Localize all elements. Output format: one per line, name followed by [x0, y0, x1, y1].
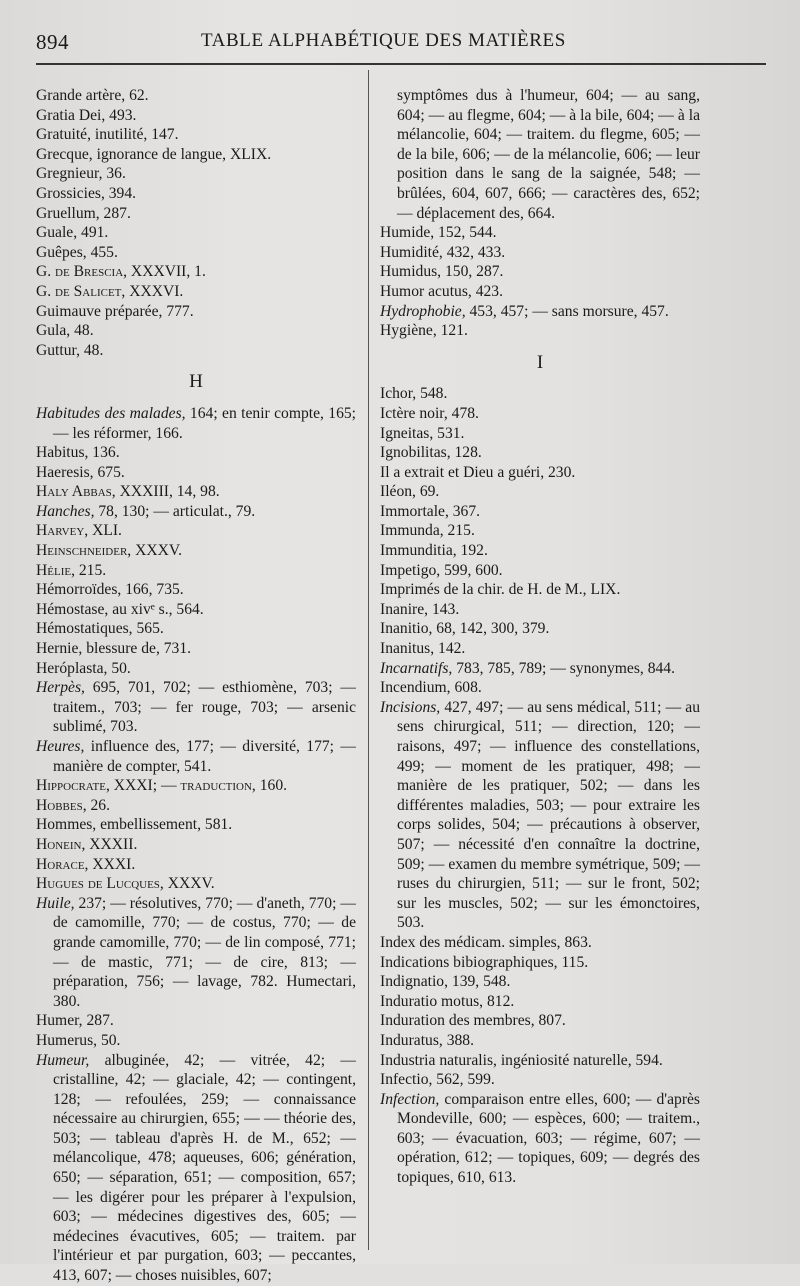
index-entry: Index des médicam. simples, 863.	[380, 933, 592, 951]
page-number: 894	[36, 30, 69, 54]
index-entry: Gratuité, inutilité, 147.	[36, 126, 179, 144]
entry-headword: Infection,	[380, 1090, 440, 1108]
index-entry: Induratio motus, 812.	[380, 992, 515, 1010]
index-entry	[36, 737, 356, 776]
index-entry: Gratia Dei, 493.	[36, 106, 137, 124]
index-entry: Indignatio, 139, 548.	[380, 973, 511, 991]
index-entry: Iléon, 69.	[380, 483, 440, 501]
index-entry	[36, 894, 356, 1012]
index-entry: Honein, XXXII.	[36, 835, 138, 853]
index-entry: Inanitio, 68, 142, 300, 379.	[380, 620, 550, 638]
index-entry	[380, 659, 700, 679]
section-letter: I	[536, 351, 544, 373]
entry-headword: Herpès,	[36, 679, 85, 697]
index-entry: Grossicies, 394.	[36, 184, 137, 202]
entry-references: 695, 701, 702; — esthiomène, 703; — traitem., 703; — fer rouge, 703; — arsenic sublimé, 703.	[53, 679, 356, 736]
index-entry: Humidité, 432, 433.	[380, 243, 506, 261]
entry-references: 78, 130; — articulat., 79.	[94, 502, 256, 520]
index-entry: Gregnieur, 36.	[36, 165, 126, 183]
index-entry: symptômes dus à l'humeur, 604; — au sang, 604; — au flegme, 604; — à la bile, 604; — à la mélancolie, 604; — traitem. du flegme, 605; — de la bile, 606; — de la mélancolie, 606; — leur position dans le sang de la saignée, 548; — brûlées, 604, 607, 666; — caractères des, 652; — déplacement des, 664.	[397, 87, 700, 222]
entry-references: albuginée, 42; — vitrée, 42; — cristalline, 42; — glaciale, 42; — contingent, 128; — refoulées, 259; — connaissance nécessaire au chirurgien, 655; — — théorie des, 503; — tableau d'après H. de M., 652; — mélancolique, 478; aqueuses, 606; génération, 650; — séparation, 651; — composition, 657; — les digérer pour les préparer à l'expulsion, 603; — médecines digestives des, 605; — médecines évacutives, 605; — traitem. par l'intérieur et par purgation, 603; — peccantes, 413, 607; — choses nuisibles, 607;	[53, 1051, 356, 1285]
index-entry: Gruellum, 287.	[36, 204, 131, 222]
index-entry	[36, 678, 356, 737]
index-entry: Hippocrate, XXXI; — traduction, 160.	[36, 777, 288, 795]
index-entry	[380, 698, 700, 933]
index-entry	[380, 1090, 700, 1188]
index-entry: Hémorroïdes, 166, 735.	[36, 581, 184, 599]
entry-references: 427, 497; — au sens médical, 511; — au sens chirurgical, 511; — direction, 120; — raisons, 497; — influence des constellations, 499; — moment de les pratiquer, 498; — manière de les pratiquer, 502; — dans les différentes maladies, 503; — pour extraire les corps solides, 504; — précautions à observer, 507; — nécessité d'en connaître la doctrine, 509; — examen du membre symétrique, 509; — ruses du chirurgien, 511; — sur le front, 502; sur les muscles, 502; — sur les émonctoires, 503.	[397, 698, 700, 932]
index-entry	[36, 404, 356, 443]
index-entry: Hygiène, 121.	[380, 322, 468, 340]
section-letter: H	[189, 371, 203, 393]
entry-headword: Hanches,	[36, 502, 95, 520]
index-entry: Immunda, 215.	[380, 522, 475, 540]
index-entry: Inanire, 143.	[380, 600, 460, 618]
entry-references: 453, 457; — sans morsure, 457.	[465, 302, 669, 320]
index-entry: Habitus, 136.	[36, 444, 120, 462]
index-entry: Ignobilitas, 128.	[380, 444, 482, 462]
index-entry: Haeresis, 675.	[36, 463, 125, 481]
index-entry	[36, 1051, 356, 1286]
index-entry: Ictère noir, 478.	[380, 404, 479, 422]
entry-headword: Habitudes des malades,	[36, 404, 186, 422]
index-entry: Gula, 48.	[36, 322, 94, 340]
index-entry: Hémostase, au xivᵉ s., 564.	[36, 600, 204, 618]
running-title: TABLE ALPHABÉTIQUE DES MATIÈRES	[201, 30, 566, 51]
index-entry: Guêpes, 455.	[36, 243, 118, 261]
index-column-right	[380, 86, 700, 1188]
index-entry: Guale, 491.	[36, 224, 109, 242]
entry-headword: Huile,	[36, 894, 75, 912]
index-entry: Industria naturalis, ingéniosité naturelle, 594.	[380, 1051, 663, 1069]
index-entry: Humor acutus, 423.	[380, 282, 503, 300]
header-rule	[36, 63, 766, 65]
entry-references: 237; — résolutives, 770; — d'aneth, 770; — de camomille, 770; — de costus, 770; — de grande camomille, 770; — de lin composé, 771; — de mastic, 771; — de cire, 813; — préparation, 756; — lavage, 782. Humectari, 380.	[53, 894, 356, 1010]
entry-references: 164; en tenir compte, 165; — les réformer, 166.	[53, 404, 357, 442]
index-entry: Induratus, 388.	[380, 1031, 474, 1049]
index-entry: Indications bibiographiques, 115.	[380, 953, 589, 971]
index-entry	[36, 502, 356, 522]
index-entry: Harvey, XLI.	[36, 522, 122, 540]
entry-headword: Incisions,	[380, 698, 441, 716]
entry-references: comparaison entre elles, 600; — d'après Mondeville, 600; — espèces, 600; — traitem., 603; — évacuation, 603; — régime, 607; — opération, 612; — topiques, 609; — degrés des topiques, 610, 613.	[397, 1090, 700, 1187]
entry-headword: Hydrophobie,	[380, 302, 466, 320]
index-entry: Hélie, 215.	[36, 561, 107, 579]
index-entry: Humide, 152, 544.	[380, 224, 497, 242]
index-entry: Immortale, 367.	[380, 502, 481, 520]
index-entry: Humer, 287.	[36, 1012, 114, 1030]
index-entry: G. de Salicet, XXXVI.	[36, 282, 184, 300]
index-entry: Infectio, 562, 599.	[380, 1071, 495, 1089]
index-entry: Il a extrait et Dieu a guéri, 230.	[380, 463, 576, 481]
index-entry: Haly Abbas, XXXIII, 14, 98.	[36, 483, 220, 501]
index-entry: Hommes, embellissement, 581.	[36, 816, 233, 834]
index-entry: Guimauve préparée, 777.	[36, 302, 194, 320]
index-entry: Humerus, 50.	[36, 1031, 121, 1049]
entry-headword: Humeur,	[36, 1051, 90, 1069]
index-entry	[380, 302, 700, 322]
index-entry: G. de Brescia, XXXVII, 1.	[36, 263, 206, 281]
index-entry: Heróplasta, 50.	[36, 659, 131, 677]
index-entry: Imprimés de la chir. de H. de M., LIX.	[380, 581, 621, 599]
entry-headword: Heures,	[36, 738, 85, 755]
entry-headword: Incarnatifs,	[380, 659, 453, 677]
index-entry: Immunditia, 192.	[380, 542, 488, 560]
entry-references: influence des, 177; — diversité, 177; — manière de compter, 541.	[53, 738, 356, 775]
index-entry: Horace, XXXI.	[36, 855, 136, 873]
index-column-left	[36, 86, 356, 1286]
index-entry: Humidus, 150, 287.	[380, 263, 504, 281]
entry-references: 783, 785, 789; — synonymes, 844.	[452, 659, 675, 677]
index-entry: Hémostatiques, 565.	[36, 620, 164, 638]
index-entry: Grande artère, 62.	[36, 87, 149, 104]
index-entry: Hugues de Lucques, XXXV.	[36, 875, 215, 893]
index-entry: Impetigo, 599, 600.	[380, 561, 503, 579]
index-entry: Induration des membres, 807.	[380, 1012, 566, 1030]
index-entry: Hernie, blessure de, 731.	[36, 640, 192, 658]
index-entry: Igneitas, 531.	[380, 424, 465, 442]
column-divider	[368, 70, 369, 1250]
index-entry: Hobbes, 26.	[36, 796, 111, 814]
index-entry: Guttur, 48.	[36, 341, 104, 359]
index-entry: Grecque, ignorance de langue, XLIX.	[36, 145, 272, 163]
index-entry: Ichor, 548.	[380, 385, 448, 403]
page-header	[36, 24, 766, 64]
index-entry: Incendium, 608.	[380, 679, 482, 697]
index-entry: Heinschneider, XXXV.	[36, 542, 183, 560]
index-entry: Inanitus, 142.	[380, 640, 466, 658]
